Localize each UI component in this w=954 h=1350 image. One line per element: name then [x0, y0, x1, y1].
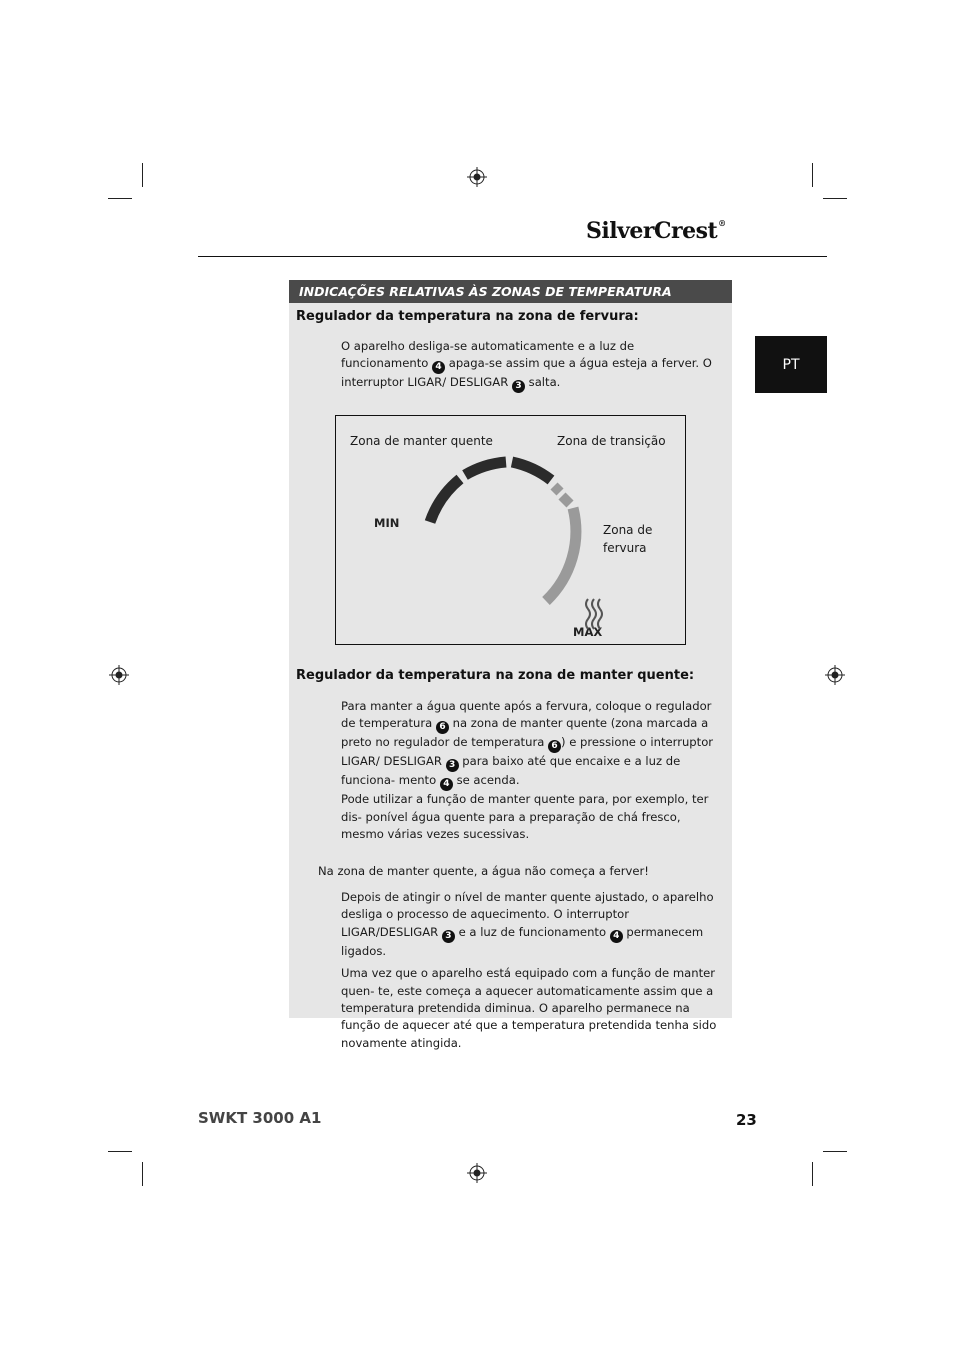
keep-warm-arc-segment	[430, 479, 460, 522]
crop-mark	[823, 1151, 847, 1152]
crop-mark	[108, 198, 132, 199]
transition-arc-segment	[554, 486, 560, 492]
crop-mark	[142, 163, 143, 187]
keep-warm-arc-segment	[465, 462, 506, 475]
header-rule	[198, 256, 827, 257]
crop-mark	[812, 163, 813, 187]
transition-arc-segment	[562, 496, 570, 504]
ref-number-switch: 3	[512, 380, 525, 393]
keep-warm-arc-segment	[512, 462, 551, 480]
boil-arc-segment	[546, 508, 576, 601]
section-title: INDICAÇÕES RELATIVAS ÀS ZONAS DE TEMPERATURA	[289, 280, 732, 303]
dial-arc	[336, 416, 685, 644]
page-number: 23	[736, 1111, 757, 1129]
crop-mark	[108, 1151, 132, 1152]
keep-warm-text: Para manter a água quente após a fervura, coloque o regulador de temperatura 6 na zona de manter quente (zona marcada a preto no regulador de temperatura 6 ) e pressione o interruptor LIGAR/ DESLIGAR 3 para baixo até que encaixe e a luz de funciona- mento 4 se acenda. Pode utilizar a função de manter quente para, por exemplo, ter dis- ponível água quente para a preparação de chá fresco, mesmo várias vezes sucessivas.	[341, 699, 714, 842]
transition-zone-label: Zona de transição	[557, 434, 666, 448]
crop-mark	[142, 1162, 143, 1186]
ref-number-switch: 3	[442, 930, 455, 943]
boil-zone-label: Zona de fervura	[603, 523, 653, 555]
max-label: MAX	[573, 625, 603, 639]
ref-number-light: 4	[432, 361, 445, 374]
brand-logo: SilverCrest®	[586, 218, 726, 244]
boil-zone-text: O aparelho desliga-se automaticamente e a luz de funcionamento 4 apaga-se assim que a água esteja a ferver. O interruptor LIGAR/ DESLIGAR 3 salta.	[341, 339, 712, 392]
model-number: SWKT 3000 A1	[198, 1109, 322, 1127]
keep-warm-details: Depois de atingir o nível de manter quente ajustado, o aparelho desliga o processo de aquecimento. O interruptor LIGAR/DESLIGAR 3 e a luz de funcionamento 4 permanecem ligados. Uma vez que o aparelho está equipado com a função de manter quen- te, este começa a aquecer automaticamente assim que a temperatura pretendida diminua. O aparelho permanece na função de aquecer até que a temperatura pretendida tenha sido novamente atingida.	[341, 890, 717, 1050]
crop-mark	[812, 1162, 813, 1186]
keep-warm-zone-label: Zona de manter quente	[350, 434, 493, 448]
ref-number-light: 4	[440, 778, 453, 791]
registration-mark-icon	[467, 1163, 487, 1183]
ref-number-regulator: 6	[548, 740, 561, 753]
min-label: MIN	[374, 516, 400, 530]
ref-number-switch: 3	[446, 759, 459, 772]
steam-icon	[586, 599, 602, 629]
temperature-dial-diagram	[335, 415, 686, 645]
registration-mark-icon	[109, 665, 129, 685]
language-tab: PT	[755, 336, 827, 393]
ref-number-light: 4	[610, 930, 623, 943]
keep-warm-zone-heading: Regulador da temperatura na zona de manter quente:	[296, 668, 695, 683]
boil-zone-heading: Regulador da temperatura na zona de fervura:	[296, 309, 639, 324]
crop-mark	[823, 198, 847, 199]
keep-warm-note: Na zona de manter quente, a água não começa a ferver!	[318, 864, 649, 878]
registration-mark-icon	[825, 665, 845, 685]
registration-mark-icon	[467, 167, 487, 187]
ref-number-regulator: 6	[436, 721, 449, 734]
